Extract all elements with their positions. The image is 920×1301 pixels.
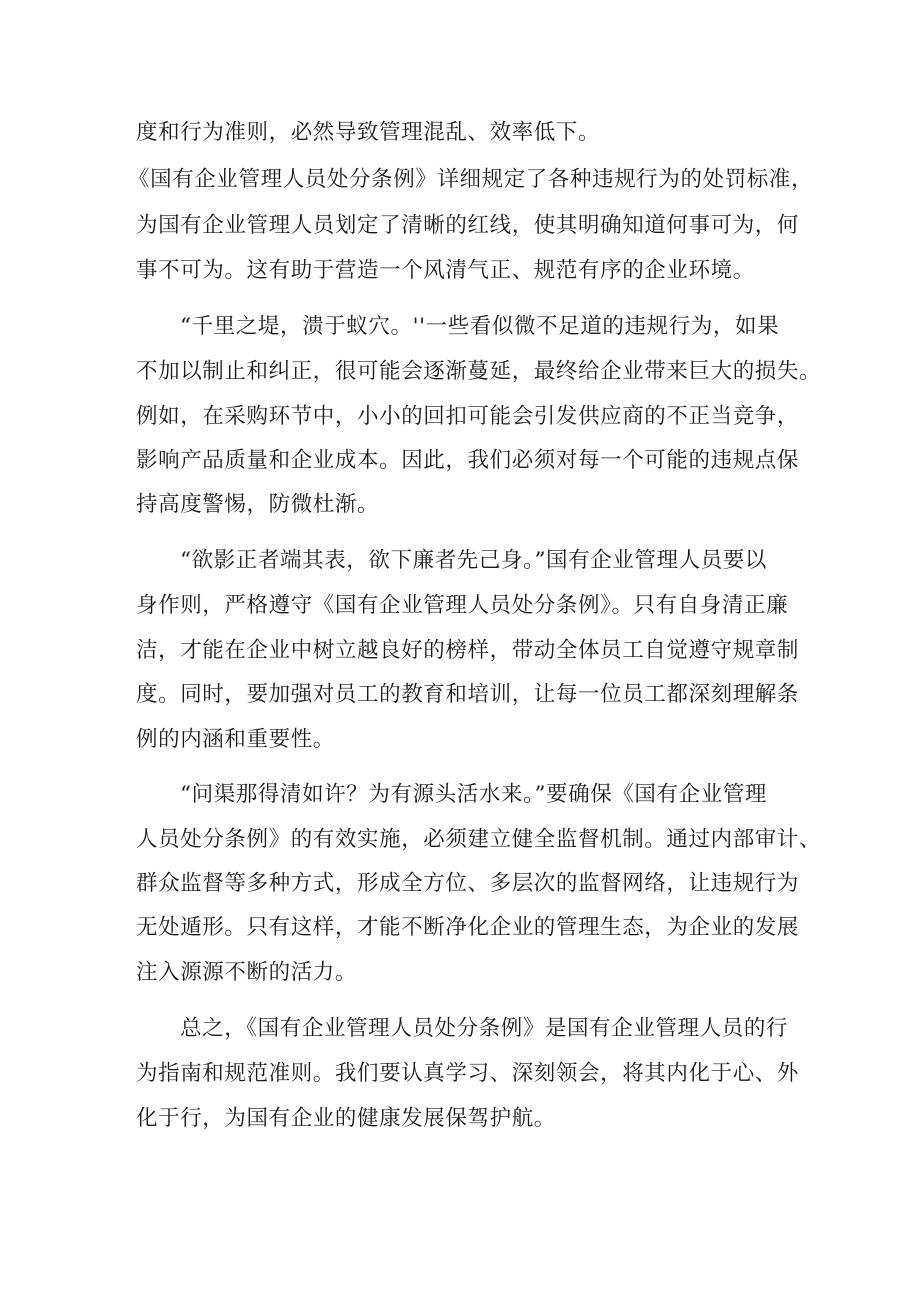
text-line: 例如，在采购环节中，小小的回扣可能会引发供应商的不正当竞争， [136, 404, 800, 429]
text-line: 度。同时，要加强对员工的教育和培训，让每一位员工都深刻理解条 [136, 682, 800, 707]
text-line: 群众监督等多种方式，形成全方位、多层次的监督网络，让违规行为 [136, 871, 800, 896]
text-line: “问渠那得清如许？为有源头活水来。”要确保《国有企业管理 [180, 782, 768, 807]
text-line: 身作则，严格遵守《国有企业管理人员处分条例》。只有自身清正廉 [136, 593, 789, 618]
text-line: “千里之堤，溃于蚁穴。''一些看似微不足道的违规行为，如果 [180, 314, 780, 339]
text-line: 人员处分条例》的有效实施，必须建立健全监督机制。通过内部审计、 [136, 827, 822, 852]
text-line: 不加以制止和纠正，很可能会逐渐蔓延，最终给企业带来巨大的损失。 [136, 359, 822, 384]
text-line: 为指南和规范准则。我们要认真学习、深刻领会，将其内化于心、外 [136, 1061, 800, 1086]
text-line: 化于行，为国有企业的健康发展保驾护航。 [136, 1106, 556, 1131]
text-line: 为国有企业管理人员划定了清晰的红线，使其明确知道何事可为，何 [136, 213, 800, 238]
text-line: 持高度警惕，防微杜渐。 [136, 492, 380, 517]
text-line: 《国有企业管理人员处分条例》详细规定了各种违规行为的处罚标准， [128, 167, 814, 192]
text-line: 事不可为。这有助于营造一个风清气正、规范有序的企业环境。 [136, 258, 755, 283]
text-line: 无处遁形。只有这样，才能不断净化企业的管理生态，为企业的发展 [136, 915, 800, 940]
text-line: 影响产品质量和企业成本。因此，我们必须对每一个可能的违规点保 [136, 448, 800, 473]
text-line: 例的内涵和重要性。 [136, 727, 335, 752]
text-line: 洁，才能在企业中树立越良好的榜样，带动全体员工自觉遵守规章制 [136, 638, 800, 663]
text-line: 注入源源不断的活力。 [136, 960, 358, 985]
text-line: 总之，《国有企业管理人员处分条例》是国有企业管理人员的行 [180, 1016, 789, 1041]
text-line: 度和行为准则，必然导致管理混乱、效率低下。 [136, 120, 601, 145]
text-line: “欲影正者端其表，欲下廉者先己身。”国有企业管理人员要以 [180, 548, 768, 573]
